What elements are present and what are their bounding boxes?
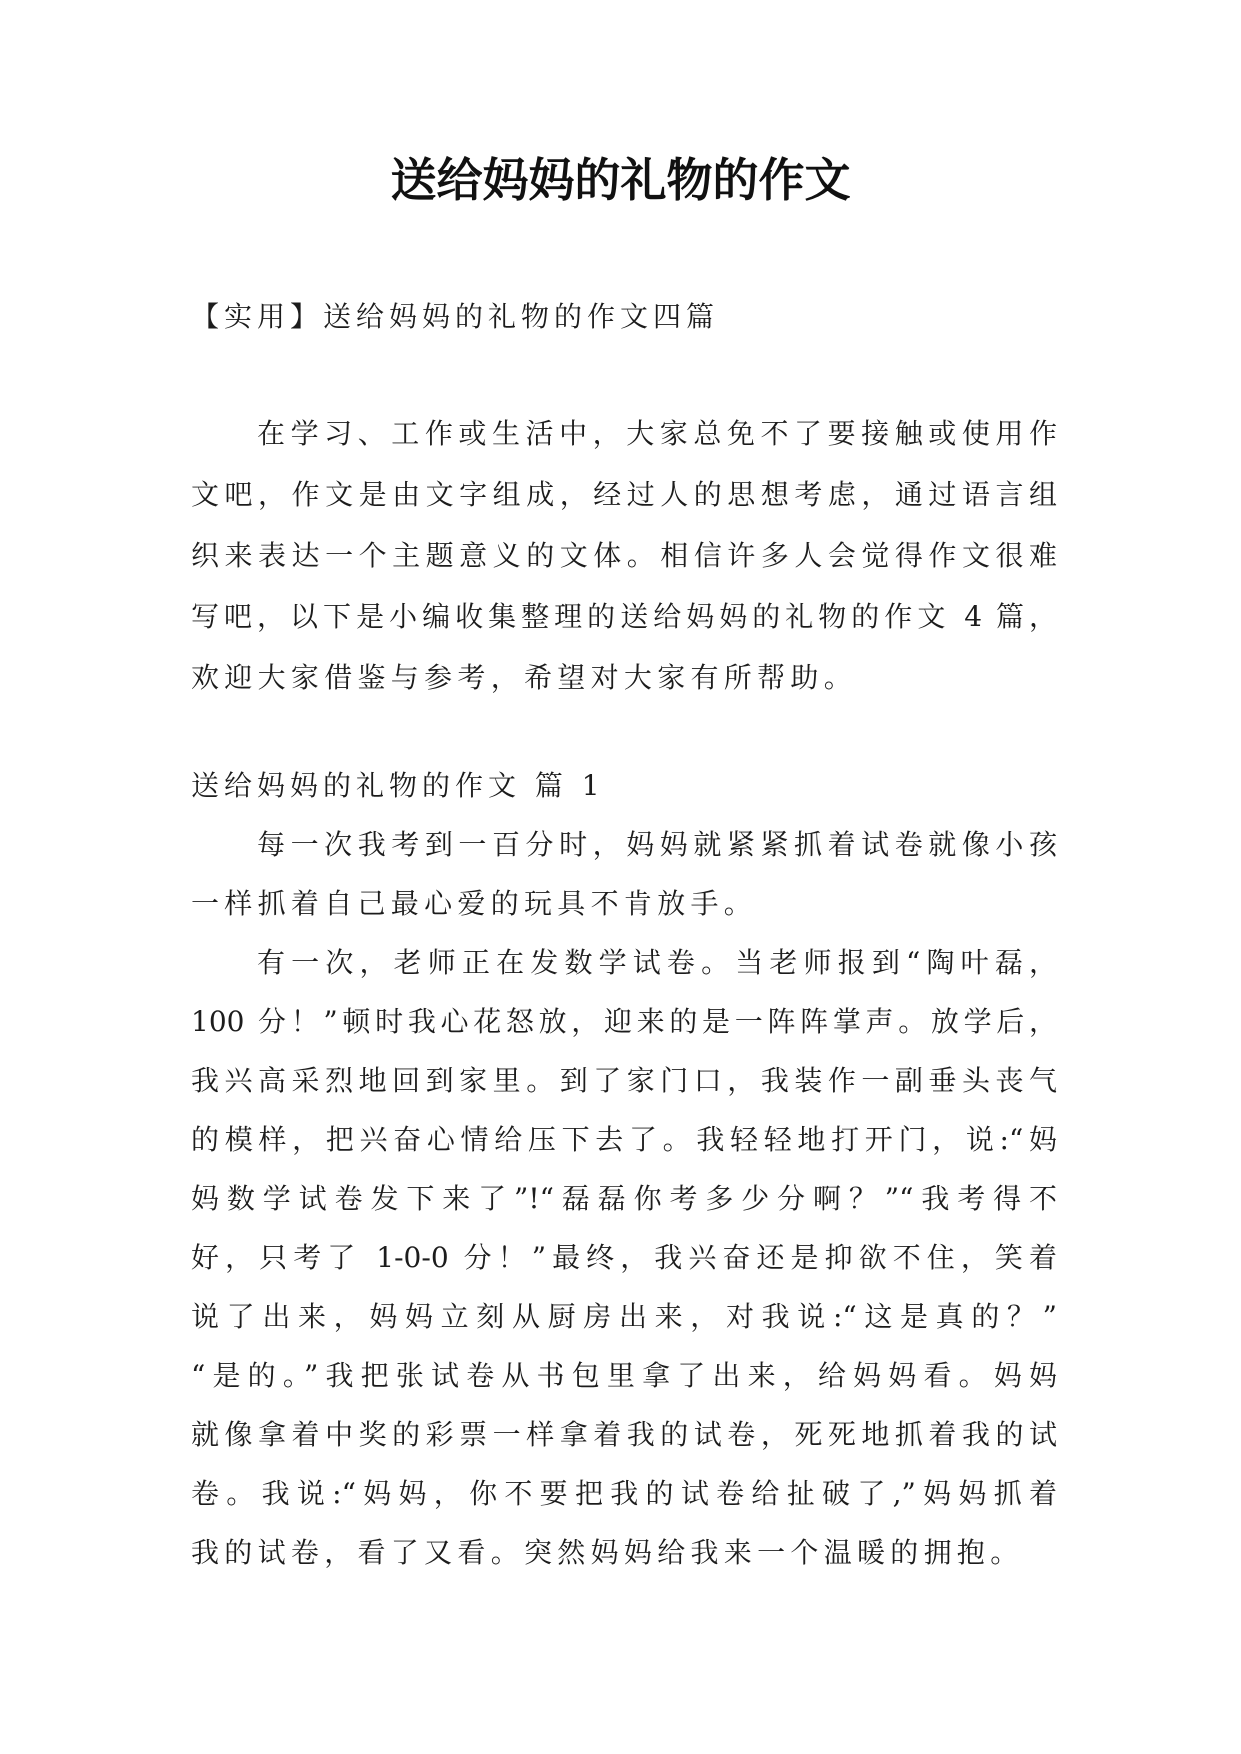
document-title: 送给妈妈的礼物的作文 [390,153,851,207]
paragraph-line: 我兴高采烈地回到家里。到了家门口，我装作一副垂头丧气 [191,1064,1057,1097]
essay-heading: 送给妈妈的礼物的作文 篇 1 [191,769,605,802]
paragraph-line: 说了出来，妈妈立刻从厨房出来，对我说:“这是真的？” [191,1300,1057,1333]
paragraph-line: 的模样，把兴奋心情给压下去了。我轻轻地打开门，说:“妈 [191,1123,1057,1156]
paragraph-line: 好，只考了 1-0-0 分！”最终，我兴奋还是抑欲不住，笑着 [191,1241,1057,1274]
essay-section [191,756,1057,1582]
paragraph-line: “是的。”我把张试卷从书包里拿了出来，给妈妈看。妈妈 [191,1359,1057,1392]
intro-line: 在学习、工作或生活中，大家总免不了要接触或使用作 [257,417,1057,450]
document-subtitle: 【实用】送给妈妈的礼物的作文四篇 [191,300,720,333]
essay-paragraph [191,815,1057,933]
essay-paragraph [191,933,1057,1582]
intro-line: 文吧，作文是由文字组成，经过人的思想考虑，通过语言组 [191,478,1057,511]
intro-line: 写吧，以下是小编收集整理的送给妈妈的礼物的作文 4 篇， [191,600,1057,633]
intro-line: 欢迎大家借鉴与参考，希望对大家有所帮助。 [191,661,858,694]
paragraph-line: 妈数学试卷发下来了”!“磊磊你考多少分啊？”“我考得不 [191,1182,1057,1215]
paragraph-line: 我的试卷，看了又看。突然妈妈给我来一个温暖的拥抱。 [191,1536,1024,1569]
paragraph-line: 就像拿着中奖的彩票一样拿着我的试卷，死死地抓着我的试 [191,1418,1057,1451]
paragraph-line: 100 分！”顿时我心花怒放，迎来的是一阵阵掌声。放学后， [191,1005,1057,1038]
paragraph-line: 有一次，老师正在发数学试卷。当老师报到“陶叶磊， [257,946,1057,979]
paragraph-line: 每一次我考到一百分时，妈妈就紧紧抓着试卷就像小孩 [257,828,1057,861]
paragraph-line: 一样抓着自己最心爱的玩具不肯放手。 [191,887,758,920]
intro-paragraph [191,403,1057,708]
paragraph-line: 卷。我说:“妈妈，你不要把我的试卷给扯破了,”妈妈抓着 [191,1477,1057,1510]
intro-line: 织来表达一个主题意义的文体。相信许多人会觉得作文很难 [191,539,1057,572]
